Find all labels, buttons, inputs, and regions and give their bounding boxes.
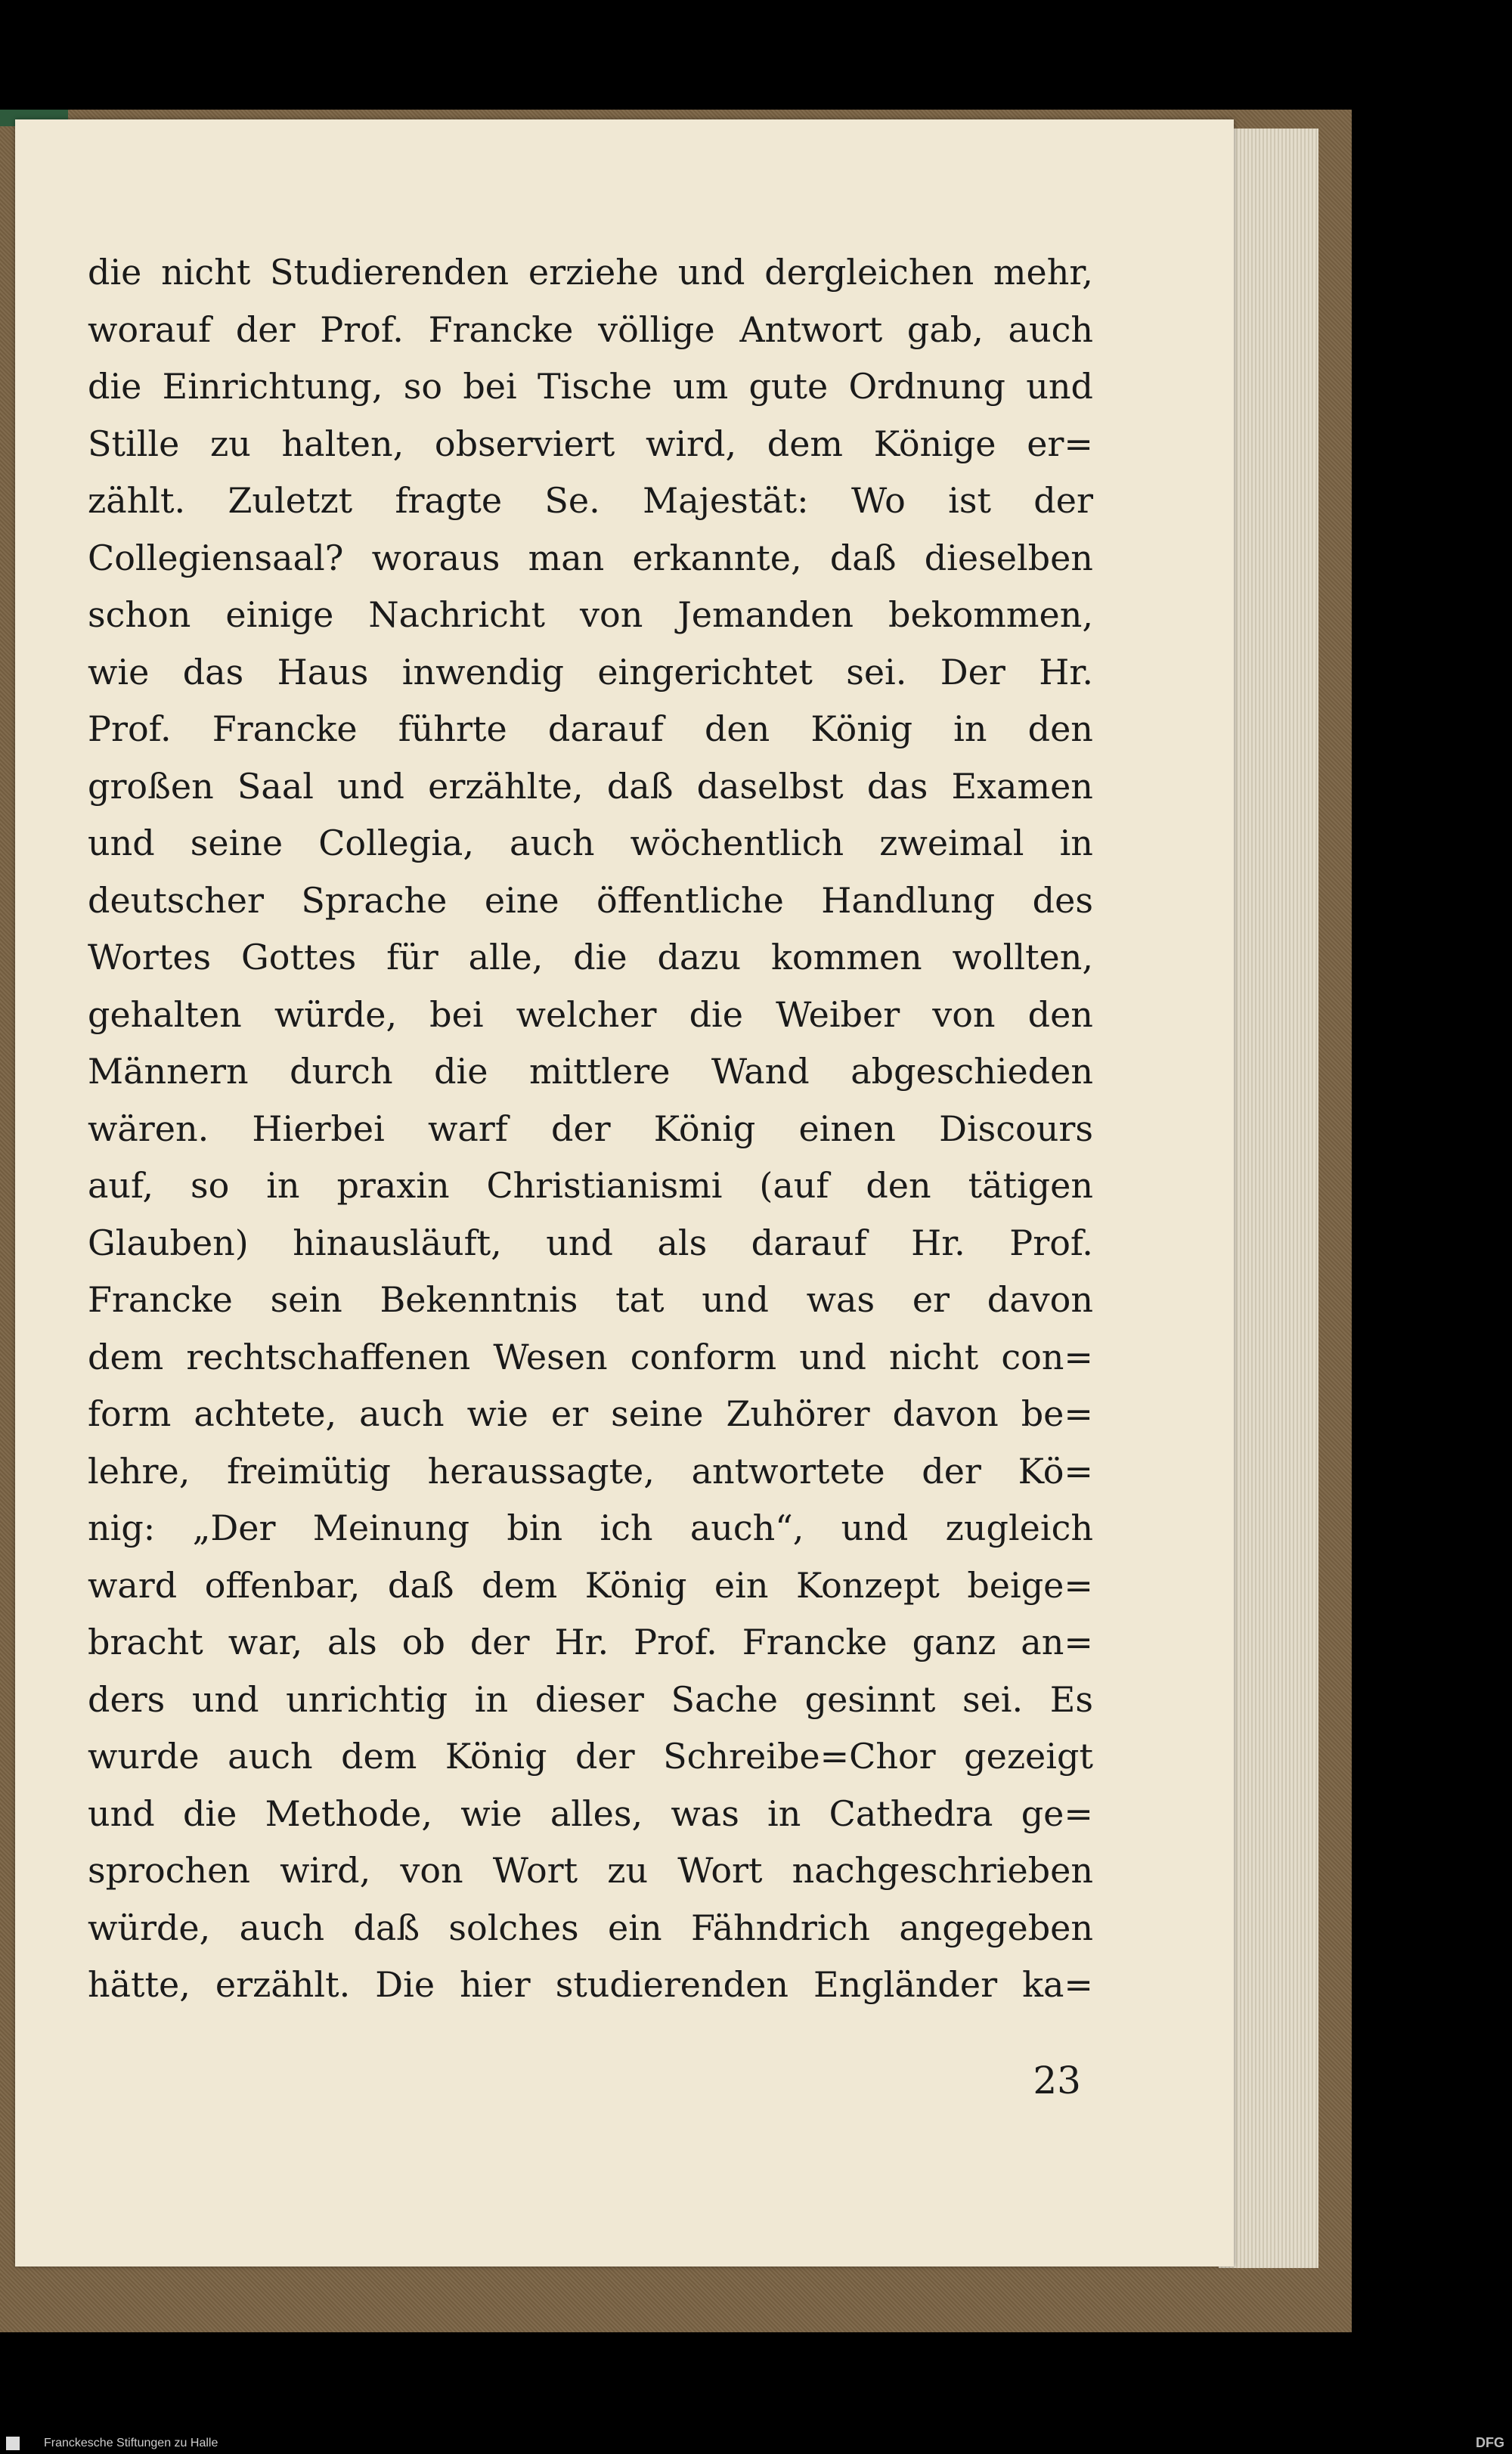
text-line: wurde auch dem König der Schreibe=Chor gezeigt (88, 1736, 1093, 1777)
text-line: zählt. Zuletzt fragte Se. Majestät: Wo ist der (88, 480, 1093, 521)
text-line: großen Saal und erzählte, daß daselbst das Examen (88, 765, 1093, 807)
text-line: wären. Hierbei warf der König einen Discours (88, 1108, 1093, 1149)
book-page (15, 119, 1234, 2267)
text-line: wie das Haus inwendig eingerichtet sei. Der Hr. (88, 651, 1093, 693)
text-line: Stille zu halten, observiert wird, dem Könige er= (88, 423, 1093, 464)
dfg-logo: DFG (1476, 2435, 1504, 2450)
text-line: und die Methode, wie alles, was in Cathedra ge= (88, 1792, 1093, 1834)
text-line: Männern durch die mittlere Wand abgeschieden (88, 1051, 1093, 1092)
text-line: lehre, freimütig heraussagte, antwortete der Kö= (88, 1450, 1093, 1492)
text-line: worauf der Prof. Francke völlige Antwort gab, auch (88, 308, 1093, 350)
text-line: ward offenbar, daß dem König ein Konzept beige= (88, 1564, 1093, 1606)
text-line: bracht war, als ob der Hr. Prof. Francke ganz an= (88, 1622, 1093, 1662)
text-line: Glauben) hinausläuft, und als darauf Hr. Prof. (88, 1222, 1093, 1263)
text-line: auf, so in praxin Christianismi (auf den tätigen (88, 1165, 1093, 1206)
text-line: schon einige Nachricht von Jemanden bekommen, (88, 594, 1093, 635)
text-line: Prof. Francke führte darauf den König in den (88, 708, 1093, 749)
text-line: form achtete, auch wie er seine Zuhörer davon be= (88, 1393, 1093, 1434)
institution-name: Franckesche Stiftungen zu Halle (44, 2437, 218, 2449)
text-line: deutscher Sprache eine öffentliche Handlung des (88, 879, 1093, 921)
text-line: Francke sein Bekenntnis tat und was er davon (88, 1279, 1093, 1320)
text-block (88, 252, 1093, 2022)
institution-logo-icon (6, 2437, 20, 2450)
page-number: 23 (1033, 2059, 1081, 2102)
text-line: hätte, erzählt. Die hier studierenden Engländer ka= (88, 1964, 1093, 2005)
text-line: würde, auch daß solches ein Fähndrich angegeben (88, 1907, 1093, 1948)
text-line: ders und unrichtig in dieser Sache gesinnt sei. Es (88, 1678, 1093, 1720)
text-line: und seine Collegia, auch wöchentlich zweimal in (88, 823, 1093, 863)
text-line: die nicht Studierenden erziehe und dergleichen mehr, (88, 252, 1093, 293)
text-line: gehalten würde, bei welcher die Weiber von den (88, 993, 1093, 1035)
text-line: die Einrichtung, so bei Tische um gute Ordnung und (88, 366, 1093, 407)
text-line: dem rechtschaffenen Wesen conform und nicht con= (88, 1336, 1093, 1377)
text-line: sprochen wird, von Wort zu Wort nachgeschrieben (88, 1850, 1093, 1891)
text-line: nig: „Der Meinung bin ich auch“, und zugleich (88, 1507, 1093, 1548)
text-line: Wortes Gottes für alle, die dazu kommen wollten, (88, 937, 1093, 978)
footer-bar (0, 2433, 1512, 2454)
text-line: Collegiensaal? woraus man erkannte, daß dieselben (88, 537, 1093, 578)
